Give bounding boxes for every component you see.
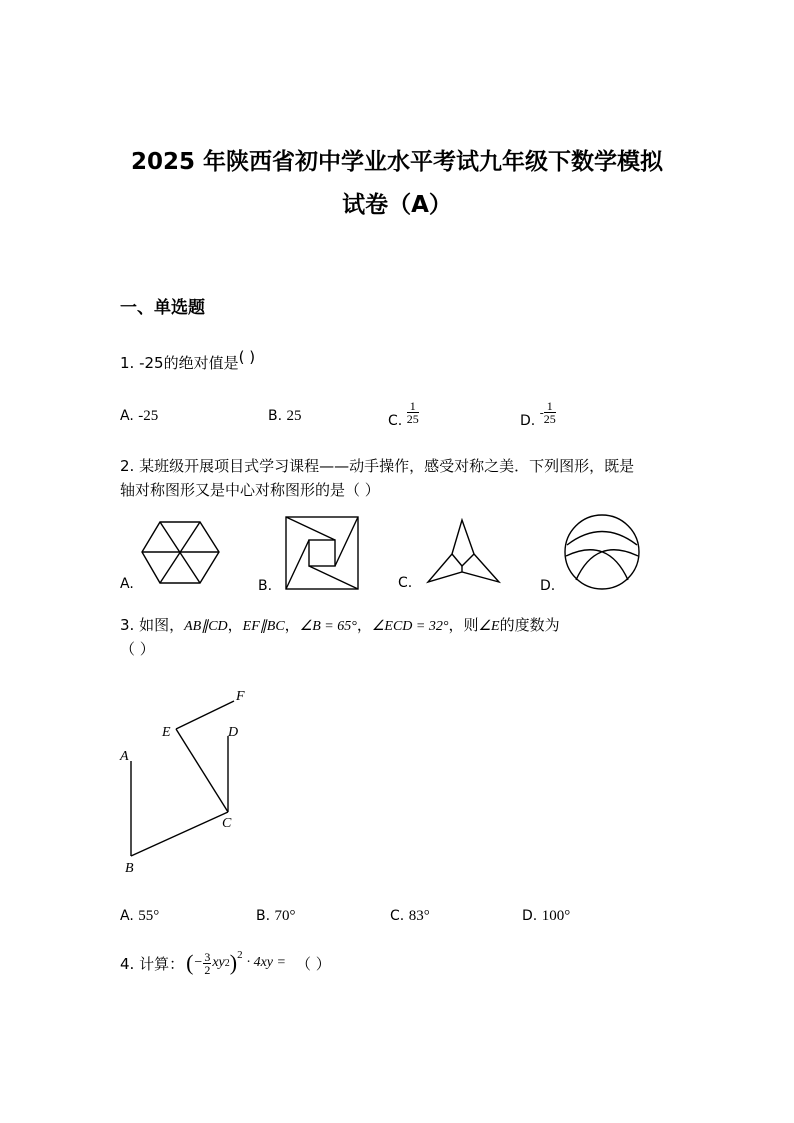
q1-option-a-label: A. (120, 408, 134, 424)
fraction-denominator: 25 (543, 412, 556, 426)
q1-option-d-fraction (544, 400, 556, 425)
q3-option-a[interactable] (120, 908, 159, 925)
question-4-base: xy (212, 955, 225, 970)
q1-option-b-value: 25 (286, 408, 302, 424)
q2-option-d[interactable]: D. (540, 578, 556, 594)
q3-option-b-value: 70° (274, 908, 296, 924)
paren-open: ( (186, 950, 194, 975)
q3-option-c-value: 83° (408, 908, 430, 924)
q1-option-a-value: -25 (138, 408, 159, 424)
q1-option-c-fraction (407, 400, 419, 425)
question-1-paren: ( ) (238, 348, 256, 366)
question-1-text: 1. -25的绝对值是 (120, 354, 239, 372)
q2-figure-c-triangle-star (424, 518, 504, 586)
label-a: A (120, 749, 129, 764)
label-b: B (125, 861, 134, 876)
question-4-paren: （ ） (295, 954, 331, 973)
q1-option-b[interactable] (268, 408, 302, 425)
question-4-minus: − (194, 955, 203, 970)
q2-option-a[interactable]: A. (120, 576, 134, 592)
question-3-cond-angle-b: ∠B = 65° (299, 619, 357, 634)
fraction-numerator: 1 (544, 400, 556, 413)
question-2-line2: 轴对称图形又是中心对称图形的是（ ） (120, 481, 380, 499)
question-3-suffix2: 的度数为 (499, 616, 560, 634)
q2-figure-d-circle (562, 512, 644, 594)
fraction-numerator: 1 (407, 400, 419, 413)
q1-option-c-label: C. (388, 412, 403, 429)
q3-option-a-value: 55° (138, 908, 160, 924)
fraction-denominator: 2 (204, 962, 211, 977)
q1-option-c[interactable] (388, 399, 419, 429)
paren-close: ) (229, 950, 238, 975)
question-2-line1: 2. 某班级开展项目式学习课程——动手操作，感受对称之美．下列图形，既是 (120, 457, 635, 475)
question-4-fraction (203, 951, 211, 976)
q1-option-b-label: B. (268, 408, 283, 424)
q3-option-c-label: C. (390, 908, 405, 924)
q3-option-a-label: A. (120, 908, 134, 924)
question-4-outer-exponent: 2 (237, 949, 243, 961)
question-4-prefix: 4. 计算： (120, 954, 185, 973)
question-4 (120, 950, 331, 976)
question-3-cond-ab-cd: AB∥CD (184, 619, 228, 634)
question-3-cond-angle-ecd: ∠ECD = 32° (371, 619, 449, 634)
q2-option-b[interactable]: B. (258, 578, 273, 594)
separator: ， (356, 616, 372, 634)
q2-figure-a-hexagon (140, 516, 222, 588)
q1-option-d[interactable] (520, 399, 556, 429)
question-4-rest: · 4xy = (246, 955, 286, 970)
label-c: C (222, 816, 232, 831)
label-f: F (236, 689, 245, 704)
label-e: E (162, 725, 171, 740)
question-3-prefix: 3. 如图， (120, 616, 185, 634)
question-3-target-angle: ∠E (478, 619, 500, 634)
q2-option-c[interactable]: C. (398, 575, 413, 591)
q3-option-d-value: 100° (541, 908, 571, 924)
q2-figure-b-square (284, 515, 360, 591)
page-title-line1: 2025 年陕西省初中学业水平考试九年级下数学模拟 (130, 149, 664, 175)
question-3-suffix1: ，则 (448, 616, 479, 634)
question-3-cond-ef-bc: EF∥BC (242, 619, 285, 634)
question-1 (120, 348, 256, 373)
segment-bc (131, 812, 228, 856)
fraction-denominator: 25 (406, 412, 419, 426)
section-heading: 一、单选题 (120, 298, 205, 318)
q3-option-d[interactable] (522, 908, 570, 925)
question-3-paren: （ ） (120, 640, 155, 658)
label-d: D (228, 725, 239, 740)
separator: ， (284, 616, 300, 634)
question-4-inner-exponent: 2 (224, 957, 230, 969)
question-3 (120, 614, 560, 635)
q3-option-c[interactable] (390, 908, 430, 925)
q3-option-b-label: B. (256, 908, 271, 924)
q1-option-d-label: D. (520, 412, 536, 429)
segment-ce (176, 729, 228, 812)
q3-geometry-figure (112, 684, 262, 880)
q3-option-b[interactable] (256, 908, 296, 925)
fraction-numerator: 3 (204, 949, 211, 964)
q3-option-d-label: D. (522, 908, 538, 924)
q1-option-a[interactable] (120, 408, 158, 425)
separator: ， (227, 616, 243, 634)
segment-ef (176, 701, 234, 729)
q1-option-d-sign: - (539, 405, 544, 420)
page-title-line2: 试卷（A） (342, 192, 452, 218)
